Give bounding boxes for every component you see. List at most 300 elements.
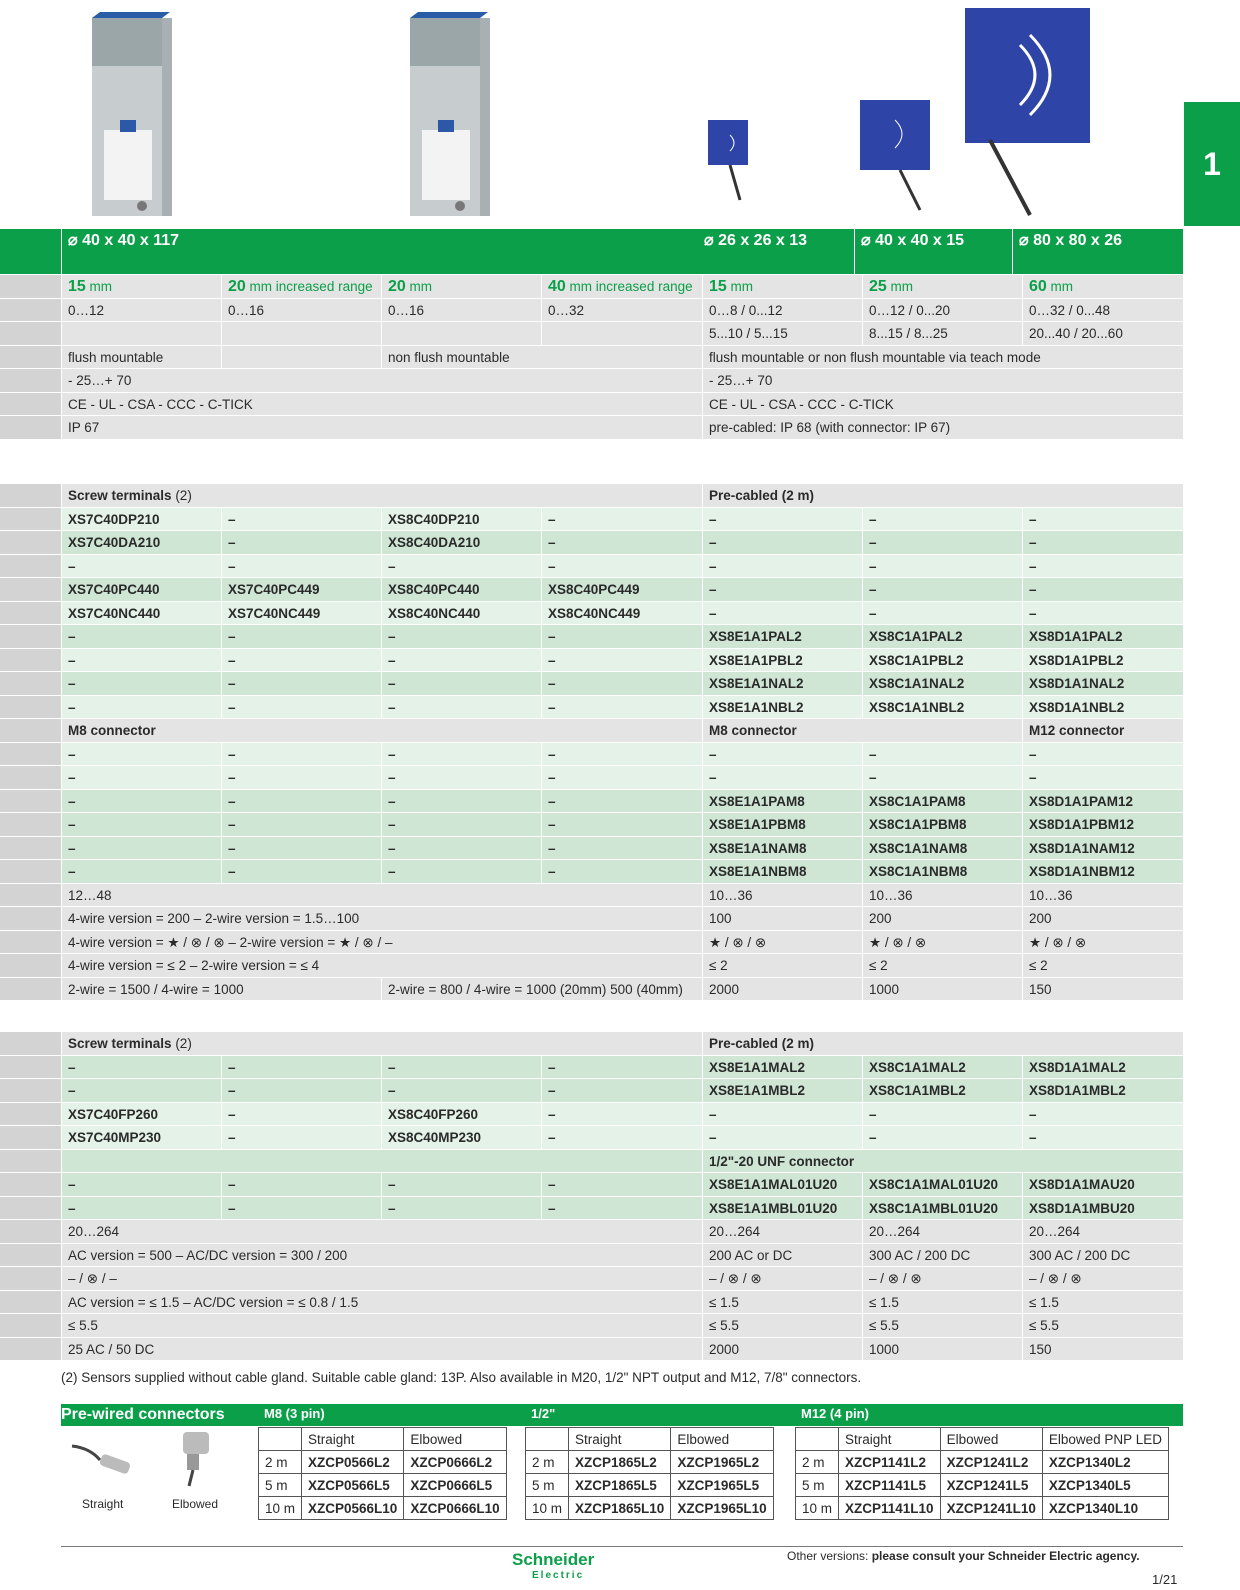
table-cell: XS8E1A1PBM8: [702, 813, 862, 836]
table-cell: XZCP1340L2: [1042, 1451, 1168, 1474]
table-cell: ≤ 2: [1022, 954, 1182, 977]
table-cell: XS8C40NC449: [541, 602, 702, 625]
table-cell: –: [541, 649, 702, 672]
table-cell: –: [221, 625, 381, 648]
table-cell: XZCP1340L5: [1042, 1474, 1168, 1497]
table-cell: XS8E1A1MBL2: [702, 1079, 862, 1102]
table-cell: –: [221, 649, 381, 672]
table-cell: –: [221, 531, 381, 554]
table-row: [0, 1126, 1183, 1150]
table-cell: XZCP0566L10: [302, 1497, 404, 1520]
table-row: [0, 907, 1183, 931]
table-cell: ≤ 5.5: [862, 1314, 1022, 1337]
range-cell: 40 mm increased range: [541, 275, 702, 298]
table-row: [0, 931, 1183, 955]
section-tab: 1: [1184, 102, 1240, 226]
table-cell: –: [541, 766, 702, 789]
table-cell: XS7C40PC440: [61, 578, 221, 601]
table-cell: –: [61, 649, 221, 672]
table-cell: 200: [862, 907, 1022, 930]
table-cell: 10 m: [796, 1497, 839, 1520]
table-cell: XZCP1965L5: [671, 1474, 773, 1497]
table-cell: –: [61, 1173, 221, 1196]
table-cell: –: [862, 1126, 1022, 1149]
table-cell: ≤ 2: [702, 954, 862, 977]
product-image-xs7c40: [80, 10, 180, 225]
table-cell: 2 m: [526, 1451, 569, 1474]
table-cell: XS8C1A1NAL2: [862, 672, 1022, 695]
table-row: [0, 860, 1183, 884]
precabled-header: Pre-cabled (2 m): [702, 484, 1182, 507]
table-cell: XS8C40NC440: [381, 602, 541, 625]
table-cell: XZCP1141L10: [839, 1497, 941, 1520]
table-cell: –: [221, 508, 381, 531]
table-cell: –: [221, 813, 381, 836]
table-cell: XS7C40DA210: [61, 531, 221, 554]
table-cell: –: [541, 555, 702, 578]
table-cell: XS8D1A1PBL2: [1022, 649, 1182, 672]
table-cell: 150: [1022, 1338, 1182, 1361]
table-cell: –: [61, 743, 221, 766]
table-cell: –: [221, 672, 381, 695]
table-cell: IP 67: [61, 416, 702, 439]
table-cell: XS8C1A1MAL01U20: [862, 1173, 1022, 1196]
table-cell: –: [61, 860, 221, 883]
table-cell: XS8C40DP210: [381, 508, 541, 531]
table-cell: –: [381, 649, 541, 672]
table-cell: –: [381, 672, 541, 695]
table-cell: 2000: [702, 978, 862, 1001]
column-header: Straight: [302, 1428, 404, 1451]
table-cell: XS8E1A1NAL2: [702, 672, 862, 695]
dim-header: ⌀ 40 x 40 x 15: [854, 229, 1012, 274]
table-cell: –: [381, 696, 541, 719]
table-cell: – / ⊗ / ⊗: [702, 1267, 862, 1290]
table-row: [0, 1314, 1183, 1338]
table-cell: - 25…+ 70: [61, 369, 702, 392]
table-cell: XS8C1A1MAL2: [862, 1056, 1022, 1079]
table-cell: –: [381, 1173, 541, 1196]
table-cell: –: [702, 602, 862, 625]
connector-header: M8 connector: [61, 719, 702, 742]
table-cell: XS8E1A1NBM8: [702, 860, 862, 883]
table-cell: –: [1022, 578, 1182, 601]
table-cell: –: [381, 860, 541, 883]
column-header: Elbowed: [404, 1428, 506, 1451]
column-header: Elbowed: [940, 1428, 1042, 1451]
table-row: [0, 649, 1183, 673]
table-cell: 5 m: [796, 1474, 839, 1497]
table-cell: –: [862, 508, 1022, 531]
straight-connector-icon: [70, 1436, 140, 1486]
table-cell: 4-wire version = ≤ 2 – 2-wire version = ≤ 4: [61, 954, 702, 977]
table-cell: –: [862, 766, 1022, 789]
table-cell: XS8D1A1NBM12: [1022, 860, 1182, 883]
table-cell: XZCP1865L2: [569, 1451, 671, 1474]
table-cell: 10 m: [526, 1497, 569, 1520]
table-cell: XS8C1A1MBL01U20: [862, 1197, 1022, 1220]
table-cell: 0…16: [221, 299, 381, 322]
straight-label: Straight: [82, 1497, 124, 1511]
table-cell: XS8C1A1NBL2: [862, 696, 1022, 719]
table-cell: –: [541, 1197, 702, 1220]
table-cell: XS8C40PC440: [381, 578, 541, 601]
table-cell: ≤ 1.5: [862, 1291, 1022, 1314]
table-cell: –: [381, 555, 541, 578]
table-row: [0, 696, 1183, 720]
table-cell: –: [381, 1079, 541, 1102]
table-cell: ≤ 1.5: [1022, 1291, 1182, 1314]
table-row: [0, 884, 1183, 908]
prewired-table: [258, 1427, 507, 1520]
ac-references-table: [0, 1032, 1183, 1361]
table-cell: –: [702, 1103, 862, 1126]
table-cell: XZCP1241L5: [940, 1474, 1042, 1497]
table-cell: 5 m: [526, 1474, 569, 1497]
footer-note: Other versions: please consult your Schneider Electric agency.: [787, 1549, 1140, 1563]
table-cell: –: [541, 837, 702, 860]
table-cell: XS8C1A1PAL2: [862, 625, 1022, 648]
table-cell: XZCP1965L10: [671, 1497, 773, 1520]
table-cell: XS8E1A1PAL2: [702, 625, 862, 648]
table-cell: –: [221, 743, 381, 766]
table-cell: XS8C1A1PAM8: [862, 790, 1022, 813]
prewired-group-title: 1/2": [531, 1406, 556, 1421]
connector-header: 1/2"-20 UNF connector: [702, 1150, 1182, 1173]
table-cell: –: [1022, 1126, 1182, 1149]
table-row: [0, 508, 1183, 532]
table-cell: –: [381, 837, 541, 860]
dimensions-table: [0, 229, 1183, 440]
table-cell: –: [541, 1079, 702, 1102]
table-cell: 10…36: [702, 884, 862, 907]
table-cell: AC version = ≤ 1.5 – AC/DC version = ≤ 0.8 / 1.5: [61, 1291, 702, 1314]
table-cell: - 25…+ 70: [702, 369, 1182, 392]
table-cell: XZCP1241L10: [940, 1497, 1042, 1520]
table-cell: –: [61, 1079, 221, 1102]
range-cell: 60 mm: [1022, 275, 1182, 298]
table-cell: –: [541, 790, 702, 813]
prewired-table: [795, 1427, 1169, 1520]
table-cell: – / ⊗ / ⊗: [1022, 1267, 1182, 1290]
table-cell: 0…32: [541, 299, 702, 322]
table-cell: ≤ 1.5: [702, 1291, 862, 1314]
table-cell: – / ⊗ / –: [61, 1267, 702, 1290]
table-row: [0, 602, 1183, 626]
table-cell: 0…16: [381, 299, 541, 322]
dc-references-table: [0, 484, 1183, 1001]
table-row: [0, 1173, 1183, 1197]
table-cell: –: [221, 1103, 381, 1126]
table-cell: –: [862, 531, 1022, 554]
table-cell: –: [381, 790, 541, 813]
elbowed-connector-icon: [175, 1428, 225, 1488]
table-cell: CE - UL - CSA - CCC - C-TICK: [61, 393, 702, 416]
table-cell: –: [541, 813, 702, 836]
table-cell: 200: [1022, 907, 1182, 930]
table-cell: 2-wire = 800 / 4-wire = 1000 (20mm) 500 (40mm): [381, 978, 702, 1001]
table-row: [0, 743, 1183, 767]
column-header: Straight: [569, 1428, 671, 1451]
table-cell: 10 m: [259, 1497, 302, 1520]
table-cell: –: [862, 1103, 1022, 1126]
screw-terminals-header: Screw terminals (2): [61, 484, 702, 507]
table-cell: –: [221, 837, 381, 860]
table-cell: XZCP1865L5: [569, 1474, 671, 1497]
prewired-group-title: M12 (4 pin): [801, 1406, 869, 1421]
table-cell: –: [702, 508, 862, 531]
table-row: [0, 1103, 1183, 1127]
table-cell: –: [862, 578, 1022, 601]
table-cell: –: [381, 766, 541, 789]
table-row: [0, 1267, 1183, 1291]
table-cell: 0…12 / 0...20: [862, 299, 1022, 322]
table-cell: 150: [1022, 978, 1182, 1001]
table-cell: 10…36: [862, 884, 1022, 907]
range-cell: 15 mm: [61, 275, 221, 298]
table-cell: –: [221, 555, 381, 578]
table-cell: 20…264: [61, 1220, 702, 1243]
table-cell: 1000: [862, 978, 1022, 1001]
column-header: Elbowed PNP LED: [1042, 1428, 1168, 1451]
connector-header: M8 connector: [702, 719, 1022, 742]
table-cell: XZCP1965L2: [671, 1451, 773, 1474]
table-cell: –: [541, 696, 702, 719]
table-cell: XS8E1A1MBL01U20: [702, 1197, 862, 1220]
table-row: [0, 672, 1183, 696]
table-cell: XS8D1A1NBL2: [1022, 696, 1182, 719]
table-cell: –: [61, 790, 221, 813]
table-cell: –: [541, 1056, 702, 1079]
table-cell: –: [221, 790, 381, 813]
table-cell: 2 m: [796, 1451, 839, 1474]
table-cell: XS7C40DP210: [61, 508, 221, 531]
table-cell: 20...40 / 20...60: [1022, 322, 1182, 345]
table-cell: XS8E1A1NBL2: [702, 696, 862, 719]
table-cell: non flush mountable: [381, 346, 702, 369]
table-cell: XS8C1A1NAM8: [862, 837, 1022, 860]
table-cell: XS7C40FP260: [61, 1103, 221, 1126]
table-cell: 10…36: [1022, 884, 1182, 907]
table-cell: –: [61, 813, 221, 836]
connector-header: M12 connector: [1022, 719, 1182, 742]
table-cell: XZCP1241L2: [940, 1451, 1042, 1474]
table-cell: –: [862, 602, 1022, 625]
table-cell: XS8D1A1MBU20: [1022, 1197, 1182, 1220]
table-cell: –: [1022, 766, 1182, 789]
table-cell: –: [61, 1197, 221, 1220]
table-cell: 0…12: [61, 299, 221, 322]
table-cell: 20…264: [702, 1220, 862, 1243]
footer-rule: [61, 1546, 1183, 1547]
table-cell: flush mountable: [61, 346, 221, 369]
table-cell: –: [61, 672, 221, 695]
table-cell: 4-wire version = 200 – 2-wire version = 1.5…100: [61, 907, 702, 930]
table-cell: –: [381, 1197, 541, 1220]
table-cell: 2-wire = 1500 / 4-wire = 1000: [61, 978, 381, 1001]
table-row: [0, 954, 1183, 978]
table-cell: ≤ 5.5: [702, 1314, 862, 1337]
table-cell: –: [381, 813, 541, 836]
table-cell: –: [541, 531, 702, 554]
table-cell: ≤ 5.5: [61, 1314, 702, 1337]
table-cell: XZCP1141L5: [839, 1474, 941, 1497]
table-cell: ≤ 2: [862, 954, 1022, 977]
table-cell: 300 AC / 200 DC: [862, 1244, 1022, 1267]
table-row: [0, 1244, 1183, 1268]
table-cell: –: [381, 625, 541, 648]
range-cell: 15 mm: [702, 275, 862, 298]
table-cell: XS7C40PC449: [221, 578, 381, 601]
column-header: Elbowed: [671, 1428, 773, 1451]
prewired-title: Pre-wired connectors: [61, 1404, 251, 1426]
table-cell: XS7C40NC440: [61, 602, 221, 625]
table-cell: –: [61, 625, 221, 648]
table-cell: 0…32 / 0...48: [1022, 299, 1182, 322]
table-cell: –: [61, 696, 221, 719]
table-cell: 300 AC / 200 DC: [1022, 1244, 1182, 1267]
table-cell: –: [702, 555, 862, 578]
table-cell: 2 m: [259, 1451, 302, 1474]
table-cell: 200 AC or DC: [702, 1244, 862, 1267]
table-row: [0, 1079, 1183, 1103]
table-cell: 0…8 / 0...12: [702, 299, 862, 322]
table-cell: XS8E1A1PAM8: [702, 790, 862, 813]
table-cell: XS8C1A1NBM8: [862, 860, 1022, 883]
table-cell: –: [541, 1173, 702, 1196]
table-cell: –: [1022, 1103, 1182, 1126]
table-cell: –: [862, 555, 1022, 578]
table-cell: ≤ 5.5: [1022, 1314, 1182, 1337]
table-cell: 20…264: [1022, 1220, 1182, 1243]
table-cell: –: [221, 696, 381, 719]
table-cell: –: [541, 1103, 702, 1126]
table-cell: –: [61, 555, 221, 578]
table-cell: 100: [702, 907, 862, 930]
table-cell: XS8C40MP230: [381, 1126, 541, 1149]
table-cell: –: [61, 1056, 221, 1079]
table-row: [0, 813, 1183, 837]
table-cell: 12…48: [61, 884, 702, 907]
table-cell: XZCP0566L2: [302, 1451, 404, 1474]
table-cell: 5 m: [259, 1474, 302, 1497]
table-cell: XS8D1A1MAU20: [1022, 1173, 1182, 1196]
footnote: (2) Sensors supplied without cable gland. Suitable cable gland: 13P. Also available in M20, 1/2" NPT output and M12, 7/8" connectors.: [61, 1370, 862, 1385]
table-cell: XS8D1A1PBM12: [1022, 813, 1182, 836]
table-cell: 5...10 / 5...15: [702, 322, 862, 345]
table-cell: 8...15 / 8...25: [862, 322, 1022, 345]
table-cell: ★ / ⊗ / ⊗: [702, 931, 862, 954]
column-header: Straight: [839, 1428, 941, 1451]
table-row: [0, 625, 1183, 649]
table-cell: –: [221, 860, 381, 883]
table-cell: XZCP1141L2: [839, 1451, 941, 1474]
table-cell: 20…264: [862, 1220, 1022, 1243]
table-cell: –: [862, 743, 1022, 766]
table-cell: –: [541, 860, 702, 883]
table-cell: –: [61, 766, 221, 789]
table-row: [0, 1056, 1183, 1080]
table-cell: XS8E1A1NAM8: [702, 837, 862, 860]
dim-header: ⌀ 80 x 80 x 26: [1012, 229, 1170, 274]
table-cell: –: [221, 1079, 381, 1102]
table-cell: pre-cabled: IP 68 (with connector: IP 67): [702, 416, 1182, 439]
table-row: [0, 766, 1183, 790]
schneider-logo: Schneider Electric: [512, 1550, 595, 1581]
table-cell: XS8E1A1MAL2: [702, 1056, 862, 1079]
table-cell: XS8D1A1NAL2: [1022, 672, 1182, 695]
table-cell: –: [61, 837, 221, 860]
table-row: [0, 790, 1183, 814]
table-cell: flush mountable or non flush mountable via teach mode: [702, 346, 1182, 369]
table-cell: XS8D1A1MBL2: [1022, 1079, 1182, 1102]
table-cell: XS8C40DA210: [381, 531, 541, 554]
table-cell: –: [221, 1126, 381, 1149]
table-cell: XZCP1340L10: [1042, 1497, 1168, 1520]
table-cell: –: [1022, 508, 1182, 531]
table-cell: XZCP0666L10: [404, 1497, 506, 1520]
table-cell: XS8D1A1NAM12: [1022, 837, 1182, 860]
table-cell: XZCP0566L5: [302, 1474, 404, 1497]
dim-header: ⌀ 40 x 40 x 117: [61, 229, 696, 274]
table-cell: XZCP0666L5: [404, 1474, 506, 1497]
table-cell: 25 AC / 50 DC: [61, 1338, 702, 1361]
screw-terminals-header: Screw terminals (2): [61, 1032, 702, 1055]
table-cell: 1000: [862, 1338, 1022, 1361]
table-cell: 4-wire version = ★ / ⊗ / ⊗ – 2-wire version = ★ / ⊗ / –: [61, 931, 702, 954]
table-cell: XS8C1A1PBM8: [862, 813, 1022, 836]
table-cell: ★ / ⊗ / ⊗: [1022, 931, 1182, 954]
table-cell: –: [541, 743, 702, 766]
table-cell: –: [702, 578, 862, 601]
table-cell: –: [1022, 555, 1182, 578]
table-cell: –: [221, 1197, 381, 1220]
range-cell: 20 mm: [381, 275, 541, 298]
prewired-table: [525, 1427, 774, 1520]
table-cell: XS8C1A1MBL2: [862, 1079, 1022, 1102]
range-cell: 25 mm: [862, 275, 1022, 298]
table-row: [0, 1197, 1183, 1221]
table-cell: XS8D1A1MAL2: [1022, 1056, 1182, 1079]
table-row: [0, 837, 1183, 861]
table-cell: –: [221, 1173, 381, 1196]
table-cell: 2000: [702, 1338, 862, 1361]
table-cell: XZCP1865L10: [569, 1497, 671, 1520]
table-cell: –: [541, 625, 702, 648]
table-row: [0, 531, 1183, 555]
table-cell: XS8C40FP260: [381, 1103, 541, 1126]
range-cell: 20 mm increased range: [221, 275, 381, 298]
table-row: [0, 1220, 1183, 1244]
table-cell: –: [1022, 743, 1182, 766]
table-cell: CE - UL - CSA - CCC - C-TICK: [702, 393, 1182, 416]
table-row: [0, 578, 1183, 602]
product-image-xs8-flat-sensors: [700, 0, 1100, 225]
table-cell: XS8D1A1PAL2: [1022, 625, 1182, 648]
table-cell: –: [702, 766, 862, 789]
table-cell: ★ / ⊗ / ⊗: [862, 931, 1022, 954]
table-cell: – / ⊗ / ⊗: [862, 1267, 1022, 1290]
table-row: [0, 1338, 1183, 1362]
table-cell: XS8D1A1PAM12: [1022, 790, 1182, 813]
table-cell: XS8E1A1MAL01U20: [702, 1173, 862, 1196]
page-number: 1/21: [1152, 1572, 1178, 1587]
table-cell: –: [1022, 602, 1182, 625]
table-cell: XS8E1A1PBL2: [702, 649, 862, 672]
table-cell: XS8C1A1PBL2: [862, 649, 1022, 672]
table-cell: XS7C40MP230: [61, 1126, 221, 1149]
table-cell: XZCP0666L2: [404, 1451, 506, 1474]
